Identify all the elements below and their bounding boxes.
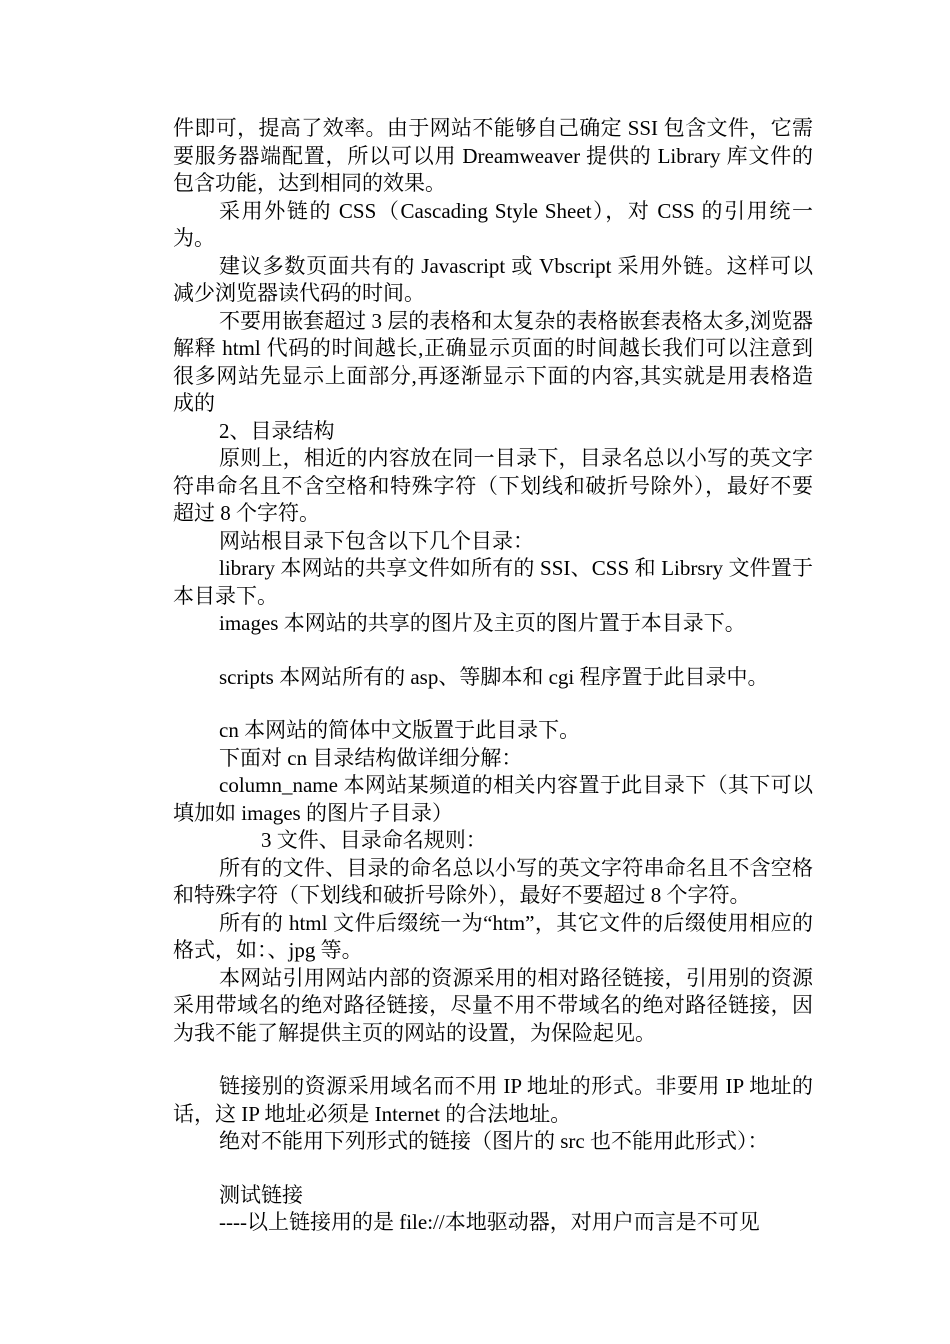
- paragraph-cn-breakdown: 下面对 cn 目录结构做详细分解：: [219, 745, 523, 770]
- list-item-scripts: scripts 本网站所有的 asp、等脚本和 cgi 程序置于此目录中。: [219, 664, 769, 689]
- paragraph-naming-lowercase: 所有的文件、目录的命名总以小写的英文字符串命名且不含空格和特殊字符（下划线和破折号除外），最好不要超过 8 个字符。: [173, 855, 813, 907]
- paragraph-root-directories: 网站根目录下包含以下几个目录：: [219, 528, 534, 553]
- list-item-column-name: column_name 本网站某频道的相关内容置于此目录下（其下可以填加如 images 的图片子目录）: [173, 773, 813, 825]
- paragraph-script-external: 建议多数页面共有的 Javascript 或 Vbscript 采用外链。这样可以减少浏览器读代码的时间。: [173, 253, 813, 305]
- list-item-library: library 本网站的共享文件如所有的 SSI、CSS 和 Librsry 文件置于本目录下。: [173, 556, 813, 608]
- paragraph-css-external: 采用外链的 CSS（Cascading Style Sheet），对 CSS 的引用统一为。: [173, 198, 813, 250]
- paragraph-relative-links: 本网站引用网站内部的资源采用的相对路径链接，引用别的资源采用带域名的绝对路径链接，尽量不用不带域名的绝对路径链接，因为我不能了解提供主页的网站的设置，为保险起见。: [173, 965, 813, 1045]
- paragraph-domain-links: 链接别的资源采用域名而不用 IP 地址的形式。非要用 IP 地址的话，这 IP 地址必须是 Internet 的合法地址。: [173, 1074, 813, 1126]
- section-heading-directory-structure: 2、目录结构: [219, 418, 335, 443]
- document-page: [173, 115, 813, 1237]
- paragraph-html-suffix: 所有的 html 文件后缀统一为“htm”，其它文件的后缀使用相应的格式，如：、jpg 等。: [173, 910, 813, 962]
- paragraph-test-link: 测试链接: [219, 1182, 303, 1207]
- paragraph-ssi-library: 件即可，提高了效率。由于网站不能够自己确定 SSI 包含文件，它需要服务器端配置，所以可以用 Dreamweaver 提供的 Library 库文件的包含功能，达到相同的效果。: [173, 116, 813, 195]
- list-item-images: images 本网站的共享的图片及主页的图片置于本目录下。: [219, 611, 746, 635]
- paragraph-directory-principle: 原则上，相近的内容放在同一目录下，目录名总以小写的英文字符串命名且不含空格和特殊字符（下划线和破折号除外），最好不要超过 8 个字符。: [173, 446, 813, 525]
- paragraph-file-protocol-note: ----以上链接用的是 file://本地驱动器，对用户而言是不可见: [219, 1210, 760, 1234]
- list-item-cn: cn 本网站的简体中文版置于此目录下。: [219, 718, 581, 742]
- paragraph-forbidden-links: 绝对不能用下列形式的链接（图片的 src 也不能用此形式）：: [219, 1129, 769, 1153]
- paragraph-table-nesting: 不要用嵌套超过 3 层的表格和太复杂的表格嵌套表格太多,浏览器解释 html 代码的时间越长,正确显示页面的时间越长我们可以注意到很多网站先显示上面部分,再逐渐显示下面的内容,其实就是用表格造成的: [173, 308, 813, 415]
- section-heading-naming-rules: 3 文件、目录命名规则：: [261, 828, 487, 852]
